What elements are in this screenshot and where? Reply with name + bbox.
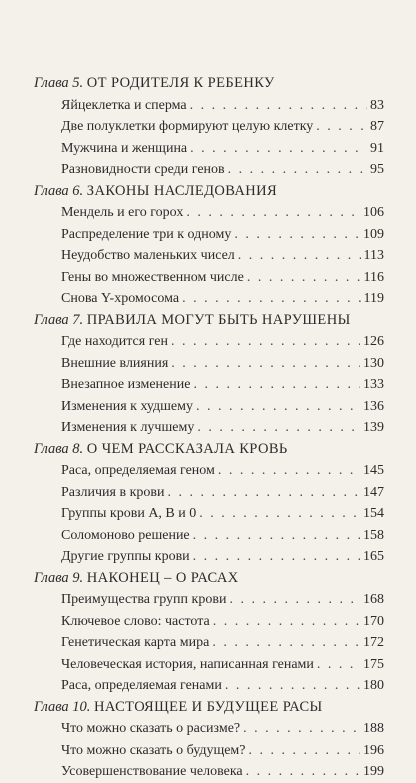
- entry-title: Неудобство маленьких чисел: [61, 248, 235, 263]
- toc-entry: [34, 159, 384, 181]
- entry-title: Раса, определяемая генами: [61, 678, 222, 693]
- entry-page-number: 170: [363, 613, 384, 629]
- toc-entry: [34, 482, 384, 504]
- toc-entry: [34, 503, 384, 525]
- entry-page-number: 175: [363, 656, 384, 672]
- toc-entry: [34, 460, 384, 482]
- toc-entry: [34, 675, 384, 697]
- entry-title: Усовершенствование человека: [61, 764, 243, 779]
- entry-title: Мендель и его горох: [61, 205, 184, 220]
- dot-leader: [193, 546, 360, 568]
- chapter-number: Глава 6.: [34, 182, 84, 199]
- entry-title: Где находится ген: [61, 334, 168, 349]
- entry-title: Распределение три к одному: [61, 226, 232, 242]
- dot-leader: [246, 761, 360, 783]
- toc-entry: [34, 761, 384, 783]
- toc-entry: [34, 374, 384, 396]
- entry-title: Что можно сказать о будущем?: [61, 742, 246, 758]
- toc-entry: [34, 353, 384, 375]
- dot-leader: [249, 740, 360, 762]
- dot-leader: [316, 116, 367, 138]
- entry-title: Генетическая карта мира: [61, 635, 210, 650]
- entry-page-number: 91: [370, 140, 384, 156]
- entry-title: Соломоново решение: [61, 527, 190, 543]
- entry-title: Разновидности среди генов: [61, 162, 225, 177]
- entry-page-number: 95: [370, 162, 384, 177]
- toc-entry: [34, 546, 384, 568]
- toc-entry: [34, 138, 384, 160]
- dot-leader: [243, 718, 360, 740]
- dot-leader: [199, 503, 360, 525]
- toc-entry: [34, 718, 384, 740]
- toc-entry: [34, 224, 384, 246]
- dot-leader: [168, 482, 361, 504]
- chapter-title: НАСТОЯЩЕЕ И БУДУЩЕЕ РАСЫ: [94, 698, 323, 715]
- dot-leader: [190, 95, 367, 117]
- toc-entry: [34, 396, 384, 418]
- dot-leader: [193, 374, 360, 396]
- entry-title: Внешние влияния: [61, 355, 169, 371]
- entry-page-number: 165: [363, 549, 384, 564]
- entry-title: Яйцеклетка и сперма: [61, 97, 187, 113]
- entry-page-number: 130: [363, 355, 384, 371]
- chapter-heading: [34, 568, 384, 590]
- toc-entry: [34, 589, 384, 611]
- toc-entry: [34, 95, 384, 117]
- chapter-heading: [34, 310, 384, 332]
- table-of-contents: [34, 73, 384, 783]
- dot-leader: [317, 654, 360, 676]
- dot-leader: [193, 525, 360, 547]
- dot-leader: [238, 245, 361, 267]
- chapter-heading: [34, 697, 384, 719]
- dot-leader: [229, 589, 360, 611]
- toc-entry: [34, 245, 384, 267]
- entry-title: Различия в крови: [61, 484, 165, 500]
- chapter-heading: [34, 439, 384, 461]
- entry-page-number: 158: [363, 527, 384, 543]
- dot-leader: [196, 396, 360, 418]
- dot-leader: [190, 138, 367, 160]
- entry-title: Гены во множественном числе: [61, 269, 244, 285]
- chapter-number: Глава 5.: [34, 75, 84, 91]
- chapter-number: Глава 10.: [34, 698, 91, 715]
- dot-leader: [197, 417, 360, 439]
- chapter-heading: [34, 181, 384, 203]
- toc-entry: [34, 267, 384, 289]
- dot-leader: [234, 224, 360, 246]
- chapter-heading: [34, 73, 384, 95]
- entry-page-number: 113: [363, 248, 384, 263]
- toc-entry: [34, 288, 384, 310]
- entry-page-number: 109: [363, 226, 384, 242]
- entry-page-number: 168: [363, 592, 384, 607]
- entry-page-number: 199: [363, 764, 384, 779]
- entry-page-number: 83: [370, 97, 384, 113]
- entry-title: Внезапное изменение: [61, 377, 191, 392]
- entry-title: Раса, определяемая геном: [61, 463, 215, 478]
- toc-entry: [34, 654, 384, 676]
- toc-entry: [34, 202, 384, 224]
- entry-title: Изменения к лучшему: [61, 420, 195, 435]
- entry-page-number: 188: [363, 721, 384, 736]
- entry-page-number: 106: [363, 205, 384, 220]
- dot-leader: [212, 632, 360, 654]
- dot-leader: [218, 460, 360, 482]
- chapter-title: ПРАВИЛА МОГУТ БЫТЬ НАРУШЕНЫ: [86, 311, 351, 328]
- dot-leader: [182, 288, 360, 310]
- entry-title: Снова Y-хромосома: [61, 291, 180, 306]
- entry-title: Группы крови А, В и 0: [61, 506, 197, 521]
- entry-page-number: 133: [363, 377, 384, 392]
- chapter-title: НАКОНЕЦ – О РАСАХ: [86, 569, 239, 586]
- entry-title: Мужчина и женщина: [61, 140, 188, 156]
- entry-page-number: 139: [363, 420, 384, 435]
- entry-page-number: 136: [363, 398, 384, 414]
- chapter-number: Глава 8.: [34, 440, 84, 457]
- toc-entry: [34, 331, 384, 353]
- entry-page-number: 154: [363, 506, 384, 521]
- entry-page-number: 196: [363, 742, 384, 758]
- entry-page-number: 180: [363, 678, 384, 693]
- toc-entry: [34, 417, 384, 439]
- toc-entry: [34, 525, 384, 547]
- entry-title: Изменения к худшему: [61, 398, 194, 414]
- chapter-title: О ЧЕМ РАССКАЗАЛА КРОВЬ: [86, 440, 288, 457]
- dot-leader: [247, 267, 361, 289]
- entry-page-number: 119: [363, 291, 384, 306]
- chapter-title: ЗАКОНЫ НАСЛЕДОВАНИЯ: [86, 182, 278, 199]
- entry-page-number: 172: [363, 635, 384, 650]
- entry-title: Другие группы крови: [61, 549, 190, 564]
- entry-page-number: 126: [363, 334, 384, 349]
- entry-title: Преимущества групп крови: [61, 592, 227, 607]
- entry-page-number: 145: [363, 463, 384, 478]
- entry-title: Две полуклетки формируют целую клетку: [61, 119, 314, 134]
- chapter-number: Глава 9.: [34, 569, 84, 586]
- toc-entry: [34, 632, 384, 654]
- entry-page-number: 87: [370, 119, 384, 134]
- toc-entry: [34, 740, 384, 762]
- dot-leader: [171, 353, 360, 375]
- chapter-title: ОТ РОДИТЕЛЯ К РЕБЕНКУ: [86, 75, 275, 91]
- entry-title: Ключевое слово: частота: [61, 613, 210, 629]
- dot-leader: [186, 202, 360, 224]
- toc-entry: [34, 611, 384, 633]
- dot-leader: [171, 331, 360, 353]
- dot-leader: [228, 159, 367, 181]
- toc-entry: [34, 116, 384, 138]
- dot-leader: [213, 611, 360, 633]
- dot-leader: [225, 675, 360, 697]
- entry-page-number: 116: [363, 269, 384, 285]
- entry-page-number: 147: [363, 484, 384, 500]
- chapter-number: Глава 7.: [34, 311, 84, 328]
- entry-title: Что можно сказать о расизме?: [61, 721, 241, 736]
- entry-title: Человеческая история, написанная генами: [61, 656, 314, 672]
